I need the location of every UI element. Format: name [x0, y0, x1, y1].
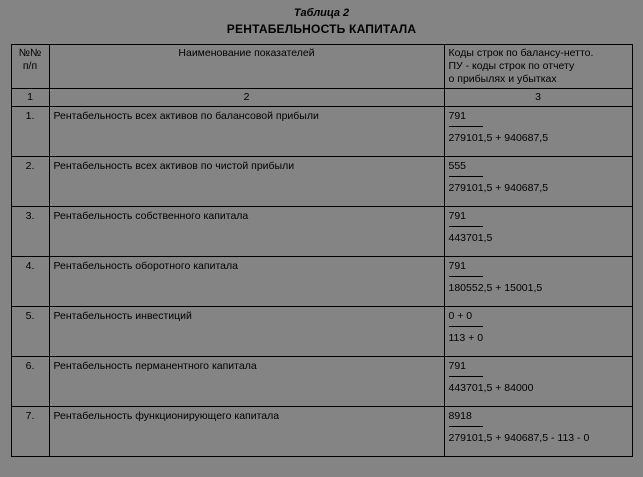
- profitability-table: [11, 44, 633, 457]
- fraction-numerator: 8918: [448, 410, 472, 422]
- header-cell-code: [444, 45, 632, 89]
- document-header: [0, 0, 643, 37]
- fraction-numerator: 555: [448, 160, 467, 172]
- fraction-bar: [449, 176, 483, 177]
- fraction: [449, 110, 549, 145]
- row-formula: [444, 407, 632, 457]
- fraction-bar: [449, 326, 483, 327]
- fraction: [449, 410, 590, 445]
- table-row: [11, 407, 632, 457]
- row-formula: [444, 207, 632, 257]
- fraction: [449, 210, 493, 245]
- header-cell-no: [11, 45, 49, 89]
- header-cell-name: Наименование показателей: [49, 45, 444, 89]
- fraction-numerator: 791: [448, 210, 467, 222]
- header-no-line1: №№: [18, 47, 42, 59]
- row-number: 3.: [11, 207, 49, 257]
- header-code-line3: о прибылях и убытках: [448, 73, 557, 85]
- table-row: [11, 357, 632, 407]
- fraction: [449, 260, 543, 295]
- fraction: [449, 310, 484, 345]
- row-number: 1.: [11, 107, 49, 157]
- header-code-line2: ПУ - коды строк по отчету: [448, 60, 575, 72]
- row-indicator-name: Рентабельность всех активов по чистой прибыли: [49, 157, 444, 207]
- fraction-bar: [449, 376, 483, 377]
- row-number: 7.: [11, 407, 49, 457]
- fraction-denominator: 443701,5: [448, 232, 493, 244]
- row-indicator-name: Рентабельность функционирующего капитала: [49, 407, 444, 457]
- fraction-numerator: 791: [448, 360, 467, 372]
- column-number-2: 2: [49, 89, 444, 107]
- table-row: [11, 257, 632, 307]
- table-row: [11, 207, 632, 257]
- fraction-denominator: 113 + 0: [448, 332, 484, 344]
- row-number: 5.: [11, 307, 49, 357]
- row-indicator-name: Рентабельность собственного капитала: [49, 207, 444, 257]
- row-indicator-name: Рентабельность инвестиций: [49, 307, 444, 357]
- row-formula: [444, 257, 632, 307]
- fraction: [449, 160, 549, 195]
- fraction: [449, 360, 534, 395]
- row-formula: [444, 357, 632, 407]
- fraction-bar: [449, 426, 483, 427]
- fraction-denominator: 279101,5 + 940687,5: [448, 132, 549, 144]
- row-formula: [444, 307, 632, 357]
- column-number-1: 1: [11, 89, 49, 107]
- row-formula: [444, 107, 632, 157]
- table-row: [11, 157, 632, 207]
- fraction-denominator: 443701,5 + 84000: [448, 382, 534, 394]
- column-number-3: 3: [444, 89, 632, 107]
- table-row: [11, 307, 632, 357]
- header-code-line1: Коды строк по балансу-нетто.: [448, 47, 594, 59]
- fraction-bar: [449, 126, 483, 127]
- table-row: [11, 107, 632, 157]
- row-formula: [444, 157, 632, 207]
- column-number-row: [11, 89, 632, 107]
- fraction-numerator: 791: [448, 260, 467, 272]
- fraction-numerator: 0 + 0: [448, 310, 473, 322]
- table-caption: Таблица 2: [293, 7, 350, 19]
- fraction-bar: [449, 276, 483, 277]
- fraction-denominator: 279101,5 + 940687,5: [448, 182, 549, 194]
- row-number: 2.: [11, 157, 49, 207]
- fraction-numerator: 791: [448, 110, 467, 122]
- fraction-denominator: 180552,5 + 15001,5: [448, 282, 543, 294]
- row-indicator-name: Рентабельность перманентного капитала: [49, 357, 444, 407]
- row-indicator-name: Рентабельность оборотного капитала: [49, 257, 444, 307]
- page-title: РЕНТАБЕЛЬНОСТЬ КАПИТАЛА: [226, 22, 417, 36]
- row-number: 6.: [11, 357, 49, 407]
- fraction-denominator: 279101,5 + 940687,5 - 113 - 0: [448, 432, 590, 444]
- row-indicator-name: Рентабельность всех активов по балансовой прибыли: [49, 107, 444, 157]
- row-number: 4.: [11, 257, 49, 307]
- fraction-bar: [449, 226, 483, 227]
- table-header-row: [11, 45, 632, 89]
- header-no-line2: п/п: [22, 60, 38, 72]
